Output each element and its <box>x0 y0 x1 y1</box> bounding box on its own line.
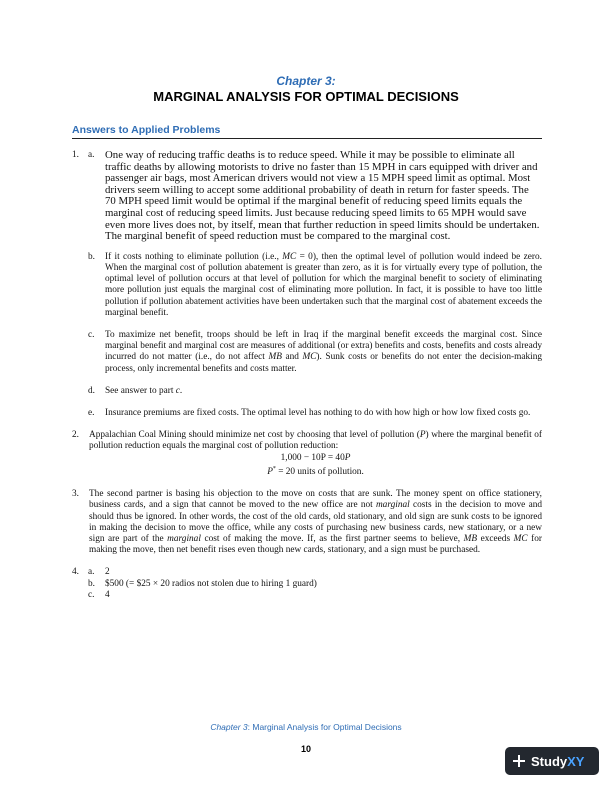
equation-1: 1,000 − 10P = 40P <box>280 452 351 463</box>
question-1 <box>72 150 542 243</box>
part-label: d. <box>88 385 95 396</box>
footer-chapter-title: Chapter 3: Marginal Analysis for Optimal Decisions <box>210 722 402 732</box>
question-3 <box>72 489 542 556</box>
chapter-label: Chapter 3: <box>276 74 336 88</box>
question-number: 2. <box>72 430 79 441</box>
answer-4b-block <box>72 579 542 590</box>
chapter-title: MARGINAL ANALYSIS FOR OPTIMAL DECISIONS <box>153 89 459 104</box>
part-label: b. <box>88 578 95 589</box>
question-number: 1. <box>72 150 79 160</box>
answer-1c: To maximize net benefit, troops should be left in Iraq if the marginal benefit exceeds the marginal cost. Since marginal benefit and marginal cost are measures of additional (or extra) benefits and costs, benefits and costs already incurred do not matter (i.e., do not affect MB and MC). Sunk costs or benefits do not enter the decision-making process, only incremental benefits and costs matter. <box>105 329 542 374</box>
answer-1d-block <box>72 386 542 397</box>
page-number: 10 <box>300 744 311 754</box>
part-label: e. <box>88 407 95 418</box>
question-2 <box>72 430 542 478</box>
answer-1b-block <box>72 252 542 319</box>
part-label: a. <box>88 150 95 160</box>
part-label: c. <box>88 329 95 340</box>
answer-1a: One way of reducing traffic deaths is to reduce speed. While it may be possible to eliminate all traffic deaths by allowing motorists to drive no faster than 15 MPH in cars equipped with driver and passenger air bags, most American drivers would not view a 15 MPH speed limit as optimal. Most drivers seem willing to accept some additional probability of death in return for faster speeds. The 70 MPH speed limit would be optimal if the marginal benefit of reducing speed limits equals the marginal cost of reducing speed limits. Just because reducing speed limits to 65 MPH would save even more lives does not, by itself, mean that further reduction in speed limits should be undertaken. The marginal benefit of speed reduction must be compared to the marginal cost. <box>105 149 540 243</box>
question-number: 3. <box>72 489 79 500</box>
question-number: 4. <box>72 567 79 578</box>
plus-icon <box>513 755 525 767</box>
answer-1e: Insurance premiums are fixed costs. The optimal level has nothing to do with how high or how low fixed costs go. <box>105 407 531 418</box>
answer-1e-block <box>72 408 542 419</box>
part-label: c. <box>88 589 95 600</box>
part-label: b. <box>88 251 95 262</box>
answer-4a: 2 <box>105 567 110 578</box>
question-4 <box>72 567 542 578</box>
answer-4b: $500 (= $25 × 20 radios not stolen due to hiring 1 guard) <box>105 578 317 589</box>
answer-4c: 4 <box>105 589 110 600</box>
answer-1d: See answer to part c. <box>105 385 183 396</box>
answers-body <box>72 150 542 601</box>
section-heading: Answers to Applied Problems <box>72 124 221 136</box>
answer-2: Appalachian Coal Mining should minimize net cost by choosing that level of pollution (P) where the marginal benefit of pollution reduction equals the marginal cost of pollution reduction: <box>89 430 542 452</box>
studyxy-badge[interactable] <box>505 747 599 775</box>
answer-1c-block <box>72 330 542 375</box>
badge-logo-text: StudyXY <box>531 753 585 769</box>
answer-4c-block <box>72 590 542 601</box>
answer-3: The second partner is basing his objection to the move on costs that are sunk. The money spent on office stationery, business cards, and a sign that cannot be moved to the new office are not marginal costs in the decision to move and should thus be ignored. In other words, the cost of the old cards, old stationary, and old sign are sunk costs to be ignored in making the decision to move the office, while any costs of purchasing new business cards, new stationary, or a new sign are part of the marginal cost of making the move. If, as the first partner seems to believe, MB exceeds MC for making the move, then net benefit rises even though new cards, stationary, and a sign must be purchased. <box>89 489 542 556</box>
section-divider <box>72 138 542 139</box>
equation-2: P* = 20 units of pollution. <box>267 465 364 477</box>
answer-1b: If it costs nothing to eliminate pollution (i.e., MC = 0), then the optimal level of pollution would indeed be zero. When the marginal cost of pollution abatement is greater than zero, as it is for virtually every type of pollution, the optimal level of pollution occurs at that level of pollution for which the marginal benefit to society of eliminating more pollution just equals the marginal cost of eliminating more pollution. In fact, it is possible to have too little pollution if pollution abatement activities have been undertaken such that the marginal cost of abatement exceeds the marginal benefit. <box>105 251 542 318</box>
part-label: a. <box>88 567 95 578</box>
